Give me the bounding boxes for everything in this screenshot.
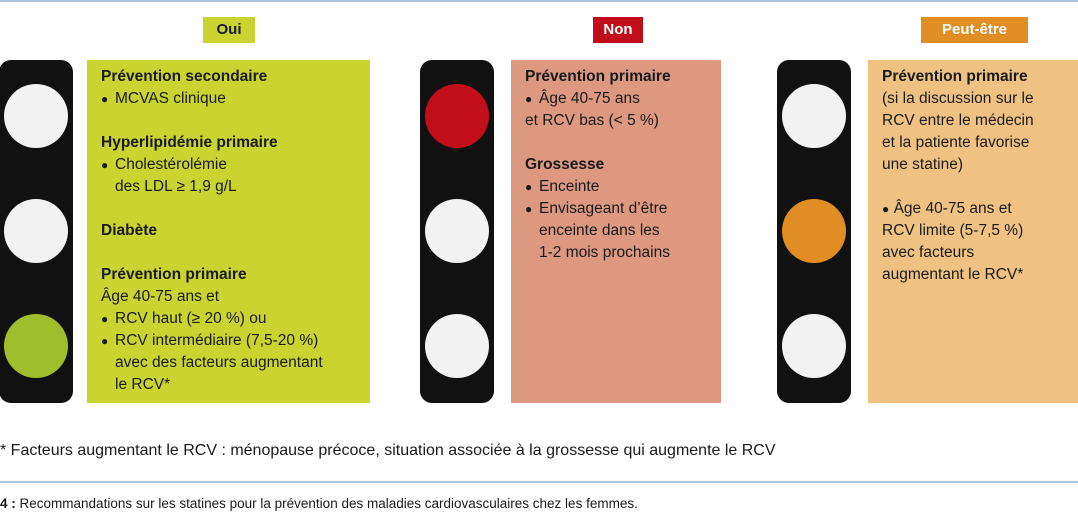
- bullet-icon: ●: [525, 92, 533, 106]
- text-line: Âge 40-75 ans et: [101, 288, 220, 305]
- item-text: des LDL ≥ 1,9 g/L: [115, 178, 237, 195]
- traffic-light-non: [420, 60, 494, 403]
- text-line: RCV limite (5-7,5 %): [882, 222, 1024, 239]
- bulb-bottom-off: [782, 314, 846, 378]
- text-line: une statine): [882, 156, 963, 173]
- list-item: [101, 154, 360, 198]
- panel-peut-etre: [868, 60, 1078, 403]
- bulb-top-off: [782, 84, 846, 148]
- tag-oui: Oui: [203, 17, 255, 43]
- text-line: et RCV bas (< 5 %): [525, 112, 659, 129]
- item-text: RCV haut (≥ 20 %) ou: [115, 310, 267, 327]
- top-rule: [0, 0, 1078, 2]
- list-item: [525, 176, 711, 198]
- heading-prevention-primaire: Prévention primaire: [101, 266, 247, 283]
- tag-non: Non: [593, 17, 643, 43]
- item-text: enceinte dans les: [539, 222, 660, 239]
- panel-oui: [87, 60, 370, 403]
- item-text: MCVAS clinique: [115, 90, 226, 107]
- figure-number: 4 :: [0, 496, 16, 511]
- heading-prevention-secondaire: Prévention secondaire: [101, 68, 268, 85]
- caption-text: Recommandations sur les statines pour la prévention des maladies cardiovasculaires chez les femmes.: [19, 496, 638, 511]
- bulb-top-red: [425, 84, 489, 148]
- footnote: * Facteurs augmentant le RCV : ménopause précoce, situation associée à la grossesse qui augmente le RCV: [0, 442, 776, 459]
- bullet-icon: ●: [101, 92, 109, 106]
- bulb-bottom-green: [4, 314, 68, 378]
- item-text: Enceinte: [539, 178, 600, 195]
- text-line: (si la discussion sur le: [882, 90, 1034, 107]
- heading-diabete: Diabète: [101, 222, 157, 239]
- item-text: RCV intermédiaire (7,5-20 %): [115, 332, 319, 349]
- heading-hyperlipidemie: Hyperlipidémie primaire: [101, 134, 278, 151]
- bullet-icon: ●: [101, 158, 109, 172]
- traffic-light-peut-etre: [777, 60, 851, 403]
- text-line: RCV entre le médecin: [882, 112, 1034, 129]
- bulb-top-off: [4, 84, 68, 148]
- text-line: avec facteurs: [882, 244, 975, 261]
- list-item: [101, 330, 360, 396]
- tag-peut-etre: Peut-être: [921, 17, 1028, 43]
- list-item: [101, 308, 360, 330]
- panel-non: [511, 60, 721, 403]
- list-item: [525, 198, 711, 264]
- heading-prevention-primaire: Prévention primaire: [525, 68, 671, 85]
- bullet-icon: ●: [101, 312, 109, 326]
- list-item: [525, 88, 711, 110]
- list-item: [101, 88, 360, 110]
- item-text: avec des facteurs augmentant: [115, 354, 323, 371]
- item-text: Âge 40-75 ans et: [893, 200, 1012, 217]
- item-text: Cholestérolémie: [115, 156, 227, 173]
- figure-caption: [0, 495, 1078, 513]
- bullet-icon: ●: [101, 334, 109, 348]
- bullet-icon: ●: [525, 180, 533, 194]
- bullet-icon: ●: [525, 202, 533, 216]
- bulb-middle-off: [425, 199, 489, 263]
- bulb-bottom-off: [425, 314, 489, 378]
- heading-prevention-primaire: Prévention primaire: [882, 68, 1028, 85]
- traffic-light-oui: [0, 60, 73, 403]
- list-item: [882, 198, 1068, 220]
- bulb-middle-orange: [782, 199, 846, 263]
- item-text: Envisageant d’être: [539, 200, 668, 217]
- bulb-middle-off: [4, 199, 68, 263]
- item-text: le RCV*: [115, 376, 171, 393]
- item-text: 1-2 mois prochains: [539, 244, 670, 261]
- caption-rule: [0, 481, 1078, 483]
- heading-grossesse: Grossesse: [525, 156, 605, 173]
- text-line: augmentant le RCV*: [882, 266, 1024, 283]
- text-line: et la patiente favorise: [882, 134, 1030, 151]
- item-text: Âge 40-75 ans: [539, 90, 640, 107]
- bullet-icon: ●: [882, 202, 890, 216]
